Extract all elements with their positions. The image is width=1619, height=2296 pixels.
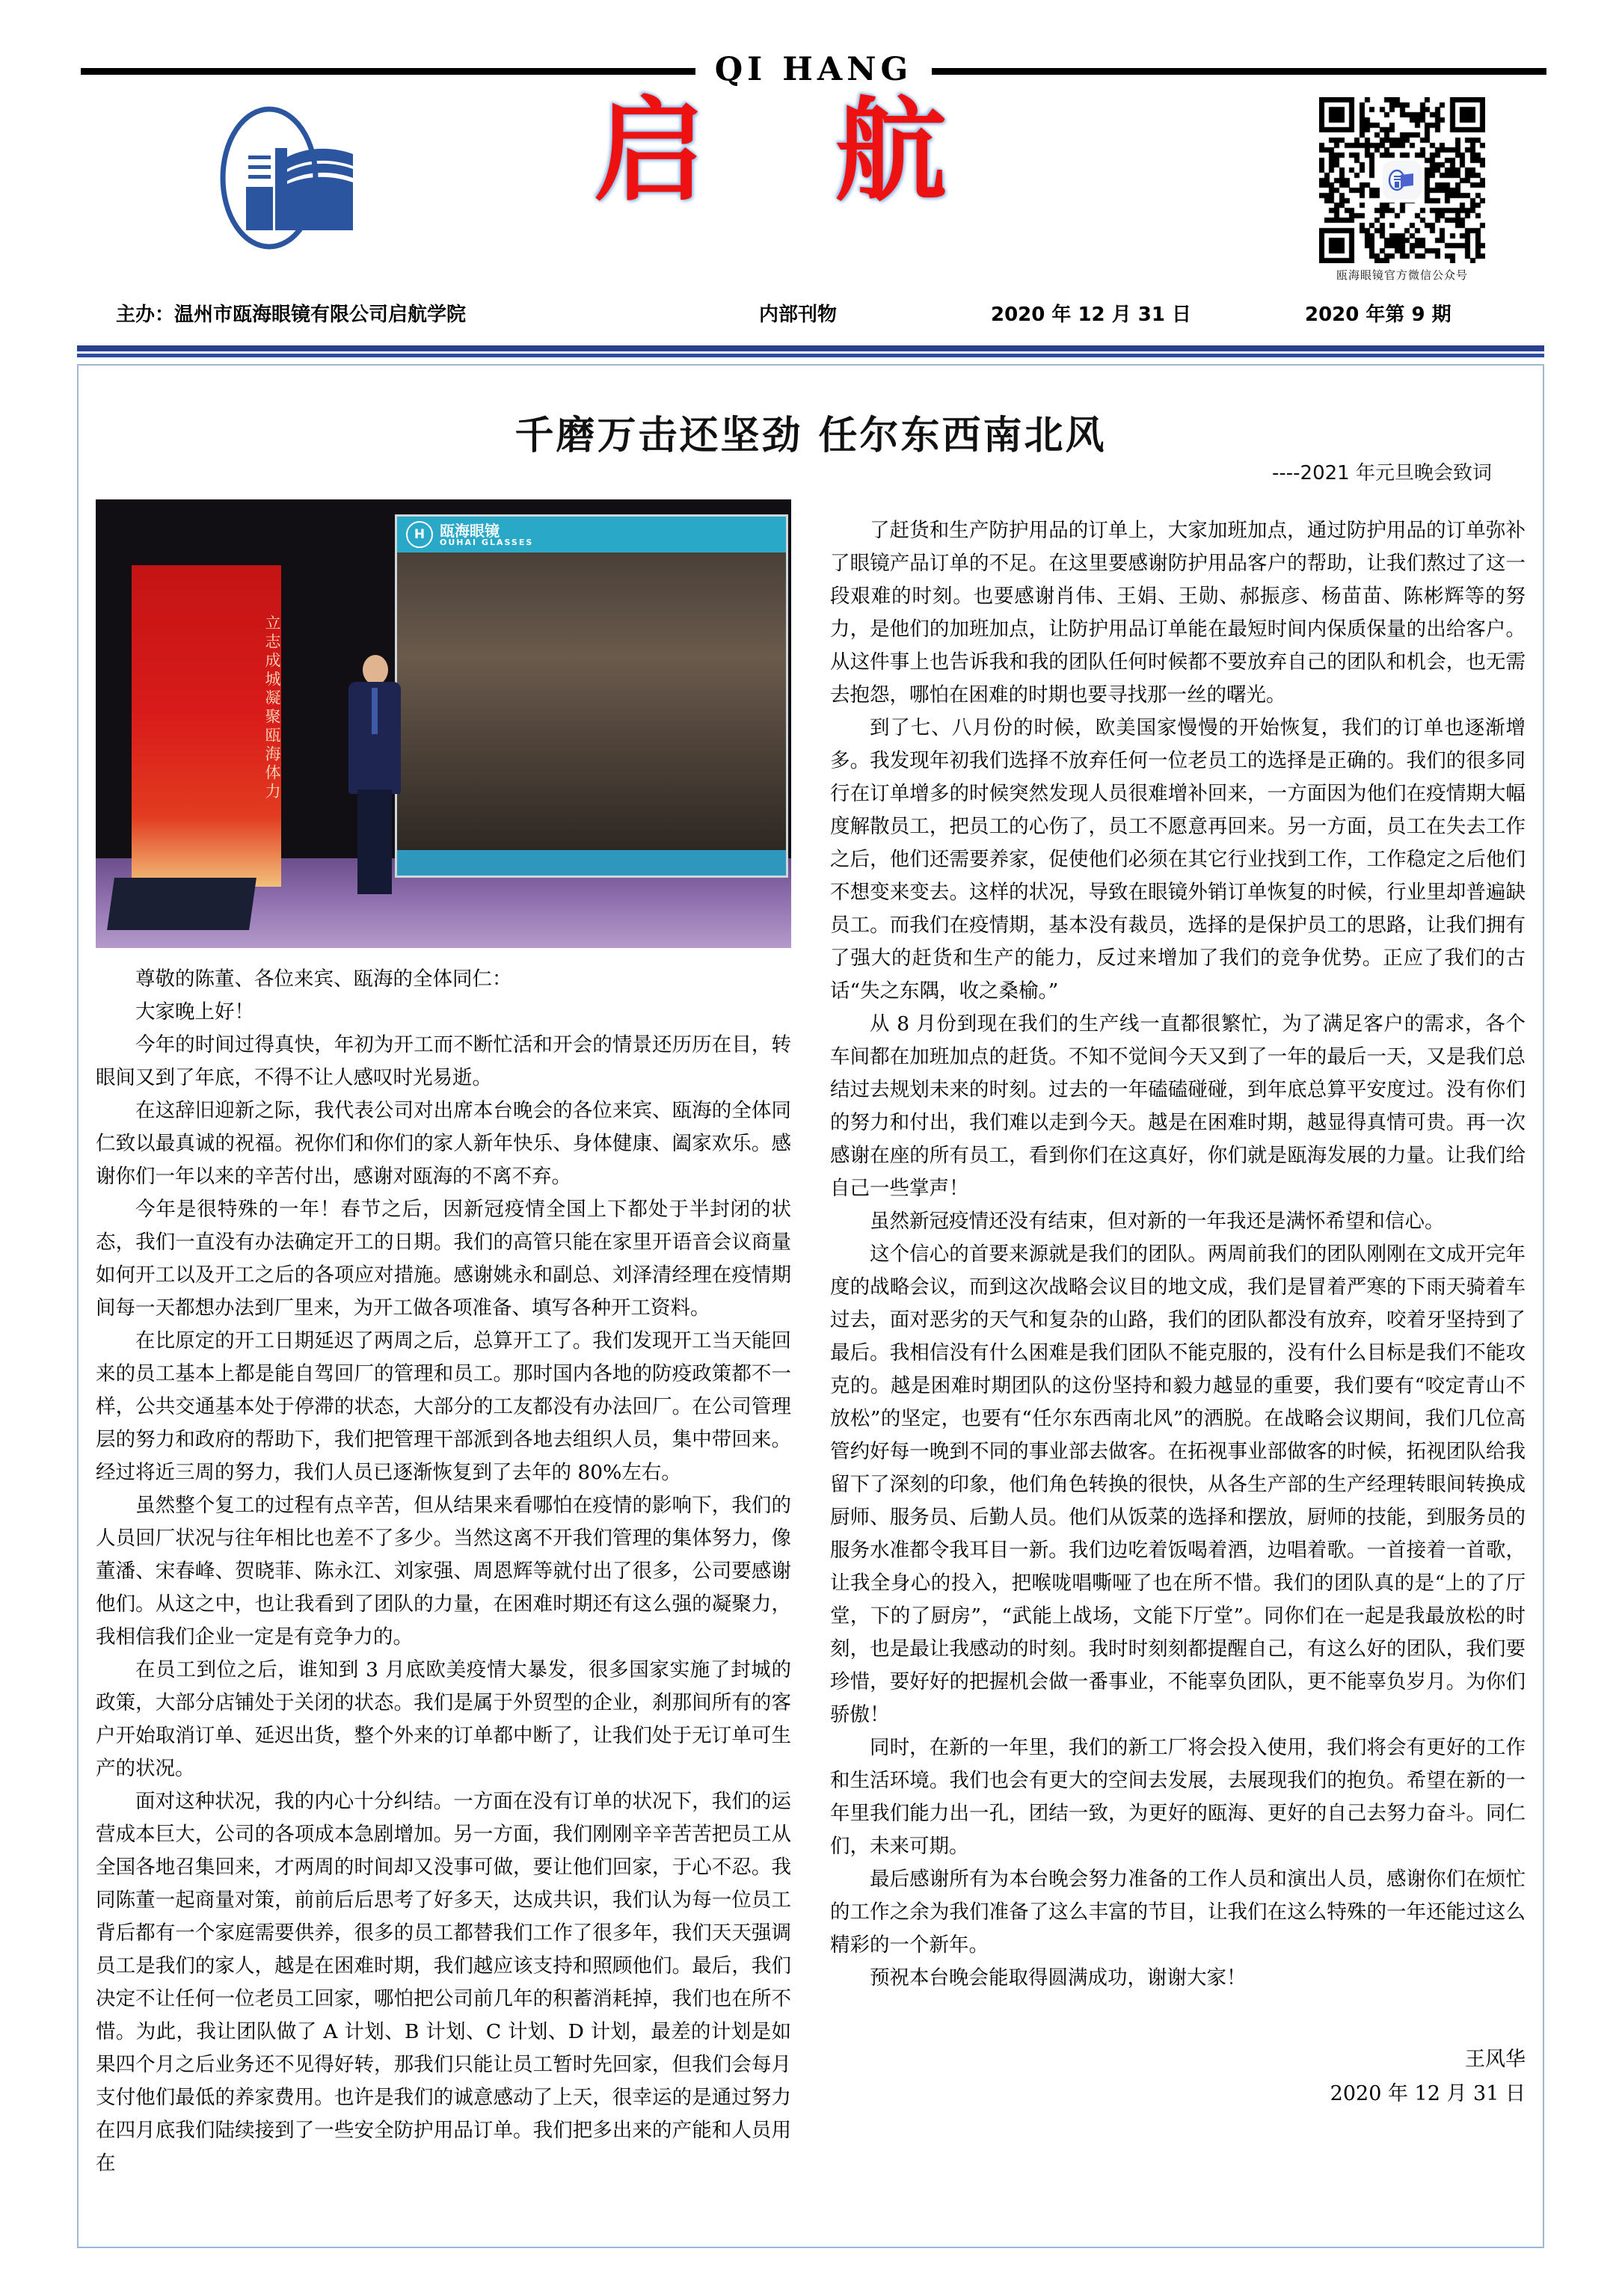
publication-type-label: 内部刊物	[759, 304, 838, 326]
issue-number-label: 2020 年第 9 期	[1305, 304, 1451, 326]
photo-screen-brand-cn: 瓯海眼镜	[440, 521, 500, 540]
publisher-label: 主办：温州市瓯海眼镜有限公司启航学院	[116, 304, 467, 326]
company-logo	[203, 103, 368, 253]
masthead-rule	[81, 50, 1546, 88]
right-column-paragraph: 到了七、八月份的时候，欧美国家慢慢的开始恢复，我们的订单也逐渐增多。我发现年初我们选择不放弃任何一位老员工的选择是正确的。我们的很多同行在订单增多的时候突然发现人员很难增补回来，一方面因为他们在疫情期大幅度解散员工，把员工的心伤了，员工不愿意再回来。另一方面，员工在失去工作之后，他们还需要养家，促使他们必须在其它行业找到工作，工作稳定之后他们不想变来变去。这样的状况，导致在眼镜外销订单恢复的时候，行业里却普遍缺员工。而我们在疫情期，基本没有裁员，选择的是保护员工的思路，让我们拥有了强大的赶货和生产的能力，反过来增加了我们的竞争优势。正应了我们的古话“失之东隅，收之桑榆。”	[830, 716, 1526, 1003]
photo-stage-monitor	[107, 878, 256, 930]
left-column-paragraph: 虽然整个复工的过程有点辛苦，但从结果来看哪怕在疫情的影响下，我们的人员回厂状况与往年相比也差不了多少。当然这离不开我们管理的集体努力，像董潘、宋春峰、贺晓菲、陈永江、刘家强、周恩辉等就付出了很多，公司要感谢他们。从这之中，也让我看到了团队的力量，在困难时期还有这么强的凝聚力，我相信我们企业一定是有竞争力的。	[96, 1494, 791, 1649]
right-column-paragraph: 从 8 月份到现在我们的生产线一直都很繁忙，为了满足客户的需求，各个车间都在加班加点的赶货。不知不觉间今天又到了一年的最后一天，又是我们总结过去规划未来的时刻。过去的一年磕磕碰碰，到年底总算平安度过。没有你们的努力和付出，我们难以走到今天。越是在困难时期，越显得真情可贵。再一次感谢在座的所有员工，看到你们在这真好，你们就是瓯海发展的力量。让我们给自己一些掌声！	[830, 1012, 1526, 1200]
qr-block	[1312, 97, 1492, 283]
right-column-paragraph: 这个信心的首要来源就是我们的团队。两周前我们的团队刚刚在文成开完年度的战略会议，而到这次战略会议目的地文成，我们是冒着严寒的下雨天骑着车过去，面对恶劣的天气和复杂的山路，我们的团队都没有放弃，咬着牙坚持到了最后。我相信没有什么困难是我们团队不能克服的，没有什么目标是我们不能攻克的。越是困难时期团队的这份坚持和毅力越显的重要，我们要有“咬定青山不放松”的坚定，也要有“任尔东西南北风”的洒脱。在战略会议期间，我们几位高管约好每一晚到不同的事业部去做客。在拓视事业部做客的时候，拓视团队给我留下了深刻的印象，他们角色转换的很快，从各生产部的生产经理转眼间转换成厨师、服务员、后勤人员。他们从饭菜的选择和摆放，厨师的技能，到服务员的服务水准都令我耳目一新。我们边吃着饭喝着酒，边唱着歌。一首接着一首歌，让我全身心的投入，把喉咙唱嘶哑了也在所不惜。我们的团队真的是“上的了厅堂，下的了厨房”，“武能上战场，文能下厅堂”。同你们在一起是我最放松的时刻，也是最让我感动的时刻。我时时刻刻都提醒自己，有这么好的团队，我们要珍惜，要好好的把握机会做一番事业，不能辜负团队，更不能辜负岁月。为你们骄傲！	[830, 1243, 1526, 1726]
article-title: 千磨万击还坚劲 任尔东西南北风	[514, 413, 1107, 458]
photo-speaker-figure	[342, 655, 407, 902]
publication-date-label: 2020 年 12 月 31 日	[991, 304, 1191, 326]
left-column-paragraph: 在员工到位之后，谁知到 3 月底欧美疫情大暴发，很多国家实施了封城的政策，大部分店铺处于关闭的状态。我们是属于外贸型的企业，刹那间所有的客户开始取消订单、延迟出货，整个外来的订单都中断了，让我们处于无订单可生产的状况。	[96, 1658, 791, 1780]
qr-caption: 瓯海眼镜官方微信公众号	[1336, 268, 1468, 282]
article-left-column	[96, 963, 791, 2180]
publication-title: 启 航	[593, 85, 992, 217]
left-column-paragraph: 在这辞旧迎新之际，我代表公司对出席本台晚会的各位来宾、瓯海的全体同仁致以最真诚的祝福。祝你们和你们的家人新年快乐、身体健康、阖家欢乐。感谢你们一年以来的辛苦付出，感谢对瓯海的不离不弃。	[96, 1099, 791, 1188]
right-column-paragraph: 了赶货和生产防护用品的订单上，大家加班加点，通过防护用品的订单弥补了眼镜产品订单的不足。在这里要感谢防护用品客户的帮助，让我们熬过了这一段艰难的时刻。也要感谢肖伟、王娟、王勋、郝振彦、杨苗苗、陈彬辉等的努力，是他们的加班加点，让防护用品订单能在最短时间内保质保量的出给客户。从这件事上也告诉我和我的团队任何时候都不要放弃自己的团队和机会，也无需去抱怨，哪怕在困难的时期也要寻找那一丝的曙光。	[830, 519, 1526, 707]
event-photo	[96, 499, 791, 948]
masthead-pinyin-label: QI HANG	[714, 50, 913, 88]
qr-code-icon[interactable]	[1319, 97, 1485, 263]
article-right-column	[830, 514, 1526, 2111]
logo-svg	[203, 103, 368, 253]
left-column-paragraph: 今年是很特殊的一年！春节之后，因新冠疫情全国上下都处于半封闭的状态，我们一直没有办法确定开工的日期。我们的高管只能在家里开语音会议商量如何开工以及开工之后的各项应对措施。感谢姚永和副总、刘泽清经理在疫情期间每一天都想办法到厂里来，为开工做各项准备、填写各种开工资料。	[96, 1198, 791, 1320]
right-column-paragraph: 最后感谢所有为本台晚会努力准备的工作人员和演出人员，感谢你们在烦忙的工作之余为我们准备了这么丰富的节目，让我们在这么特殊的一年还能过这么精彩的一个新年。	[830, 1868, 1526, 1957]
photo-screen-brand	[440, 523, 533, 547]
left-column-paragraph: 在比原定的开工日期延迟了两周之后，总算开工了。我们发现开工当天能回来的员工基本上都是能自驾回厂的管理和员工。那时国内各地的防疫政策都不一样，公共交通基本处于停滞的状态，大部分的工友都没有办法回厂。在公司管理层的努力和政府的帮助下，我们把管理干部派到各地去组织人员，集中带回来。经过将近三周的努力，我们人员已逐渐恢复到了去年的 80%左右。	[96, 1329, 791, 1484]
left-column-paragraph: 今年的时间过得真快，年初为开工而不断忙活和开会的情景还历历在目，转眼间又到了年底，不得不让人感叹时光易逝。	[96, 1033, 791, 1089]
right-column-paragraph: 虽然新冠疫情还没有结束，但对新的一年我还是满怀希望和信心。	[870, 1210, 1445, 1233]
right-column-paragraph: 预祝本台晚会能取得圆满成功，谢谢大家！	[870, 1966, 1247, 1989]
left-column-paragraph: 大家晚上好！	[135, 1000, 254, 1024]
masthead-info-line	[116, 299, 1537, 333]
masthead-divider	[77, 345, 1544, 357]
photo-projection-screen	[395, 514, 788, 878]
photo-red-banner	[132, 565, 281, 887]
photo-screen-logo-icon: H	[406, 521, 433, 548]
article-subtitle: ----2021 年元旦晚会致词	[1272, 462, 1492, 484]
qr-center-logo-icon	[1383, 161, 1422, 200]
left-column-paragraph: 面对这种状况，我的内心十分纠结。一方面在没有订单的状况下，我们的运营成本巨大，公司的各项成本急剧增加。另一方面，我们刚刚辛辛苦苦把员工从全国各地召集回来，才两周的时间却又没事可做，要让他们回家，于心不忍。我同陈董一起商量对策，前前后后思考了好多天，达成共识，我们认为每一位员工背后都有一个家庭需要供养，很多的员工都替我们工作了很多年，我们天天强调员工是我们的家人，越是在困难时期，我们越应该支持和照顾他们。最后，我们决定不让任何一位老员工回家，哪怕把公司前几年的积蓄消耗掉，我们也在所不惜。为此，我让团队做了 A 计划、B 计划、C 计划、D 计划，最差的计划是如果四个月之后业务还不见得好转，那我们只能让员工暂时先回家，但我们会每月支付他们最低的养家费用。也许是我们的诚意感动了上天，很幸运的是通过努力在四月底我们陆续接到了一些安全防护用品订单。我们把多出来的产能和人员用在	[96, 1790, 791, 2175]
signature-block	[830, 2043, 1526, 2111]
signature-name: 王风华	[1465, 2048, 1526, 2071]
masthead-rule-right	[932, 68, 1546, 75]
photo-banner-text: 立志成城凝聚瓯海体力	[263, 615, 281, 801]
right-column-paragraph: 同时，在新的一年里，我们的新工厂将会投入使用，我们将会有更好的工作和生活环境。我们也会有更大的空间去发展，去展现我们的抱负。希望在新的一年里我们能力出一孔，团结一致，为更好的瓯海、更好的自己去努力奋斗。同仁们，未来可期。	[830, 1736, 1526, 1858]
masthead-rule-left	[81, 68, 695, 75]
photo-screen-brand-en: OUHAI GLASSES	[440, 537, 534, 547]
signature-date: 2020 年 12 月 31 日	[1330, 2082, 1526, 2105]
left-column-paragraph: 尊敬的陈董、各位来宾、瓯海的全体同仁：	[135, 967, 512, 991]
